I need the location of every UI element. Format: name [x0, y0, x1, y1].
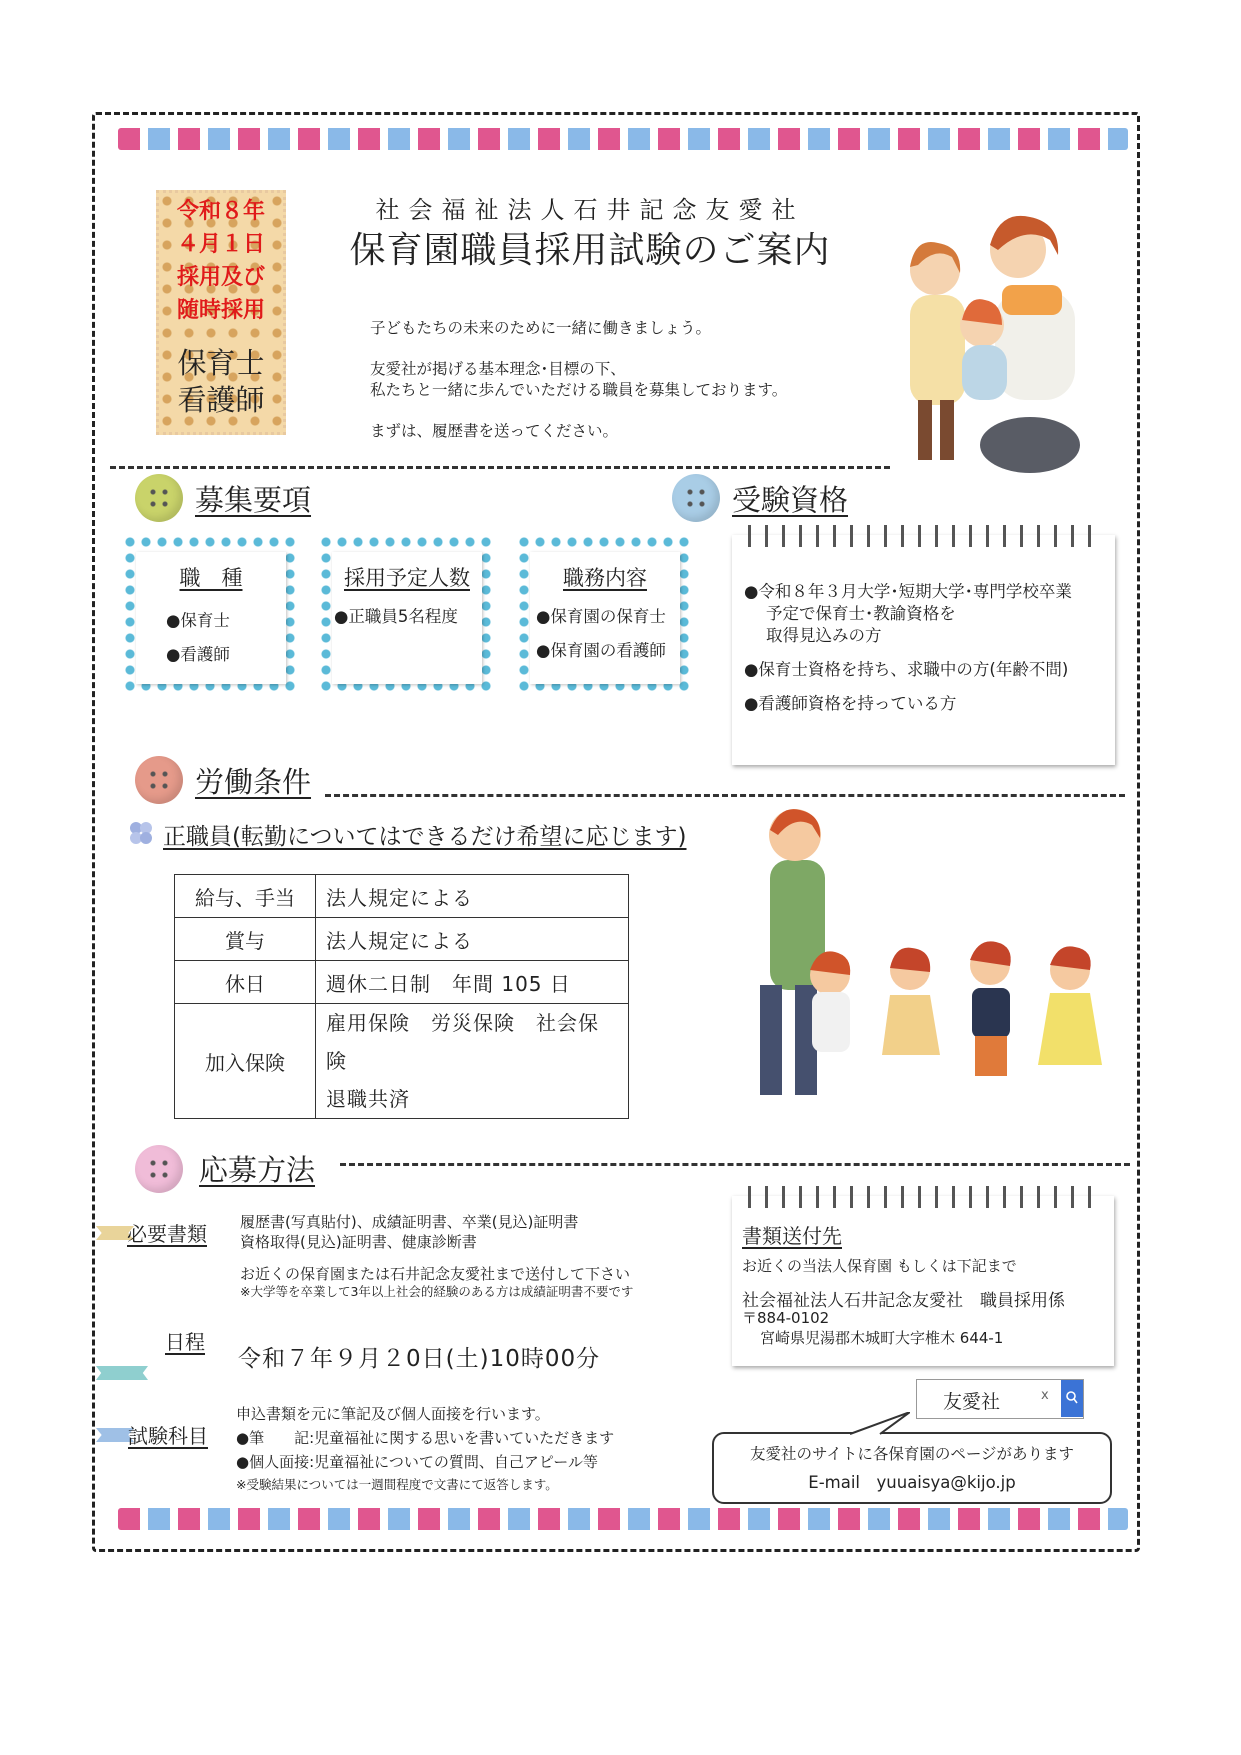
docs-line: 履歴書(写真貼付)、成績証明書、卒業(見込)証明書 — [240, 1213, 579, 1231]
section-divider — [325, 794, 1125, 797]
notebook-rings — [742, 525, 1105, 547]
bottom-stripe — [118, 1508, 1128, 1530]
schedule-label: 日程 — [165, 1330, 205, 1354]
website-bubble — [712, 1432, 1112, 1504]
schedule-value: 令和７年９月２0日(土)10時00分 — [238, 1346, 601, 1372]
page-title: 保育園職員採用試験のご案内 — [349, 230, 831, 271]
clear-icon[interactable]: x — [1041, 1388, 1049, 1403]
organization-name: 社会福祉法人石井記念友愛社 — [375, 196, 805, 224]
box-item: ●保育園の保育士 — [536, 607, 666, 626]
table-key: 賞与 — [175, 918, 316, 961]
table-key: 休日 — [175, 961, 316, 1004]
recruit-box-job-type — [122, 534, 300, 696]
email-text[interactable]: E-mail yuuaisya@kijo.jp — [808, 1473, 1016, 1492]
box-item: ●正職員5名程度 — [334, 607, 458, 626]
send-line: 社会福祉法人石井記念友愛社 職員採用係 — [742, 1291, 1065, 1311]
intro-line: 友愛社が掲げる基本理念･目標の下、 — [370, 360, 626, 378]
qualification-item: ●看護師資格を持っている方 — [744, 694, 957, 713]
stamp-line: 令和８年 — [176, 199, 265, 224]
table-row — [175, 918, 629, 961]
flower-icon — [128, 820, 154, 846]
labor-subheading: 正職員(転勤についてはできるだけ希望に応じます) — [163, 824, 687, 850]
search-icon[interactable] — [1061, 1380, 1083, 1417]
button-icon — [135, 1145, 183, 1193]
button-icon — [135, 756, 183, 804]
bubble-tail — [850, 1412, 910, 1436]
intro-line: まずは、履歴書を送ってください。 — [370, 422, 619, 440]
exam-label: 試験科目 — [128, 1424, 208, 1448]
labor-heading: 労働条件 — [195, 765, 312, 799]
box-title: 採用予定人数 — [344, 566, 470, 590]
docs-note: ※大学等を卒業して3年以上社会的経験のある方は成績証明書不要です — [240, 1284, 634, 1299]
send-address: 宮崎県児湯郡木城町大字椎木 644-1 — [760, 1329, 1004, 1347]
children-walking-illustration — [700, 800, 1120, 1120]
labor-conditions-table — [174, 874, 629, 1119]
qualification-heading: 受験資格 — [732, 483, 849, 517]
box-title: 職 種 — [179, 566, 243, 590]
insurance-line: 退職共済 — [326, 1087, 410, 1111]
box-item: ●保育士 — [166, 611, 230, 630]
qualification-item: ●保育士資格を持ち、求職中の方(年齢不問) — [744, 660, 1069, 679]
send-line: お近くの当法人保育園 もしくは下記まで — [742, 1257, 1017, 1275]
recruit-box-headcount — [318, 534, 496, 696]
box-title: 職務内容 — [563, 566, 647, 590]
docs-label: 必要書類 — [127, 1222, 207, 1246]
send-heading: 書類送付先 — [742, 1224, 842, 1248]
stamp-line: ４月１日 — [176, 232, 265, 257]
table-value — [316, 1004, 629, 1119]
intro-text — [370, 318, 840, 442]
section-divider — [110, 466, 890, 469]
box-item: ●保育園の看護師 — [536, 641, 666, 660]
exam-line: 申込書類を元に筆記及び個人面接を行います。 — [236, 1405, 550, 1423]
recruit-box-duties — [516, 534, 694, 696]
table-row — [175, 1004, 629, 1119]
qualification-note — [732, 535, 1115, 765]
search-input[interactable]: 友愛社 — [943, 1391, 1001, 1413]
mother-children-illustration — [890, 195, 1085, 485]
table-row — [175, 961, 629, 1004]
top-stripe — [118, 128, 1128, 150]
section-divider — [340, 1163, 1130, 1166]
table-value: 法人規定による — [316, 875, 629, 918]
table-key: 給与、手当 — [175, 875, 316, 918]
stamp-job: 看護師 — [177, 383, 265, 417]
docs-line: 資格取得(見込)証明書、健康診断書 — [240, 1233, 477, 1251]
apply-heading: 応募方法 — [199, 1153, 316, 1187]
stamp-line: 採用及び — [176, 265, 265, 290]
recruit-heading: 募集要項 — [195, 483, 312, 517]
ribbon-icon — [96, 1366, 148, 1380]
table-row — [175, 875, 629, 918]
intro-line: 子どもたちの未来のために一緒に働きましょう。 — [370, 319, 712, 337]
qualification-item: 予定で保育士･教諭資格を — [766, 604, 956, 623]
docs-line: お近くの保育園または石井記念友愛社まで送付して下さい — [240, 1265, 631, 1283]
notebook-rings — [742, 1186, 1104, 1208]
button-icon — [672, 474, 720, 522]
stamp-line: 随時採用 — [176, 298, 265, 323]
button-icon — [135, 474, 183, 522]
intro-line: 私たちと一緒に歩んでいただける職員を募集しております。 — [370, 381, 788, 399]
table-key: 加入保険 — [175, 1004, 316, 1119]
exam-note: ※受験結果については一週間程度で文書にて返答します。 — [236, 1477, 558, 1492]
exam-line: ●個人面接:児童福祉についての質問、自己アピール等 — [236, 1453, 598, 1471]
search-box[interactable] — [916, 1379, 1084, 1419]
table-value: 週休二日制 年間 105 日 — [316, 961, 629, 1004]
qualification-item: ●令和８年３月大学･短期大学･専門学校卒業 — [744, 582, 1072, 601]
send-to-note — [732, 1196, 1114, 1366]
exam-line: ●筆 記:児童福祉に関する思いを書いていただきます — [236, 1429, 615, 1447]
table-value: 法人規定による — [316, 918, 629, 961]
insurance-line: 雇用保険 労災保険 社会保険 — [326, 1011, 599, 1073]
recruit-stamp — [156, 190, 286, 435]
stamp-job: 保育士 — [177, 346, 265, 380]
send-zip: 〒884-0102 — [742, 1309, 830, 1327]
website-note: 友愛社のサイトに各保育園のページがあります — [749, 1445, 1075, 1463]
box-item: ●看護師 — [166, 645, 230, 664]
qualification-item: 取得見込みの方 — [766, 626, 882, 645]
